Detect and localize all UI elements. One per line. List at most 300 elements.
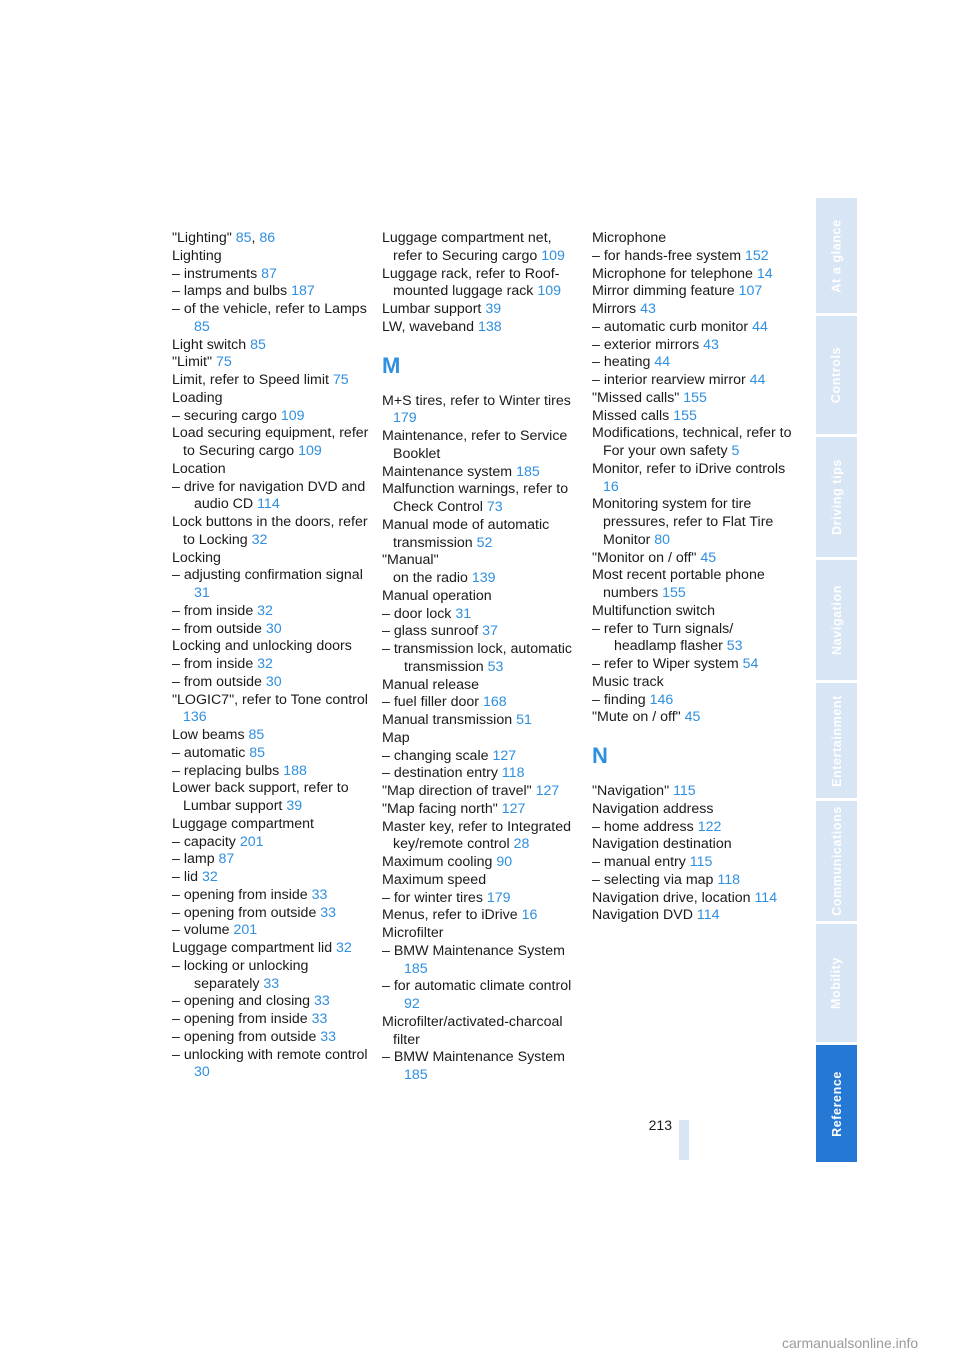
index-entry (382, 819, 582, 855)
page-reference-link[interactable]: 136 (183, 709, 207, 726)
index-entry (382, 677, 582, 695)
index-entry-text: Multifunction switch (592, 602, 716, 619)
index-entry (172, 603, 372, 621)
index-entry-text: – for automatic climate control (382, 978, 572, 995)
index-entry-text: "Map facing north" (382, 800, 502, 817)
index-entry-text: Lower back support, refer to Lumbar support (172, 780, 349, 814)
index-entry-text: Map (382, 729, 410, 746)
index-entry (592, 266, 792, 284)
index-entry-text: – changing scale (382, 747, 493, 764)
page-reference-link[interactable]: 155 (662, 585, 686, 601)
section-tab-mobility[interactable] (816, 924, 857, 1042)
page-reference-link[interactable]: 45 (700, 549, 717, 566)
index-entry (172, 905, 372, 923)
index-entry (592, 461, 792, 497)
page-reference-link[interactable]: 109 (280, 407, 305, 424)
page-reference-link[interactable]: 127 (501, 800, 526, 817)
index-entry (592, 854, 792, 872)
index-entry (172, 816, 372, 834)
index-entry (382, 230, 582, 266)
page-reference-link[interactable]: 32 (251, 531, 268, 548)
page-reference-link[interactable]: 114 (754, 889, 778, 906)
page-reference-link[interactable]: 185 (404, 1067, 428, 1083)
index-entry-text: Locking (172, 549, 221, 566)
index-entry-text: Missed calls (592, 407, 674, 424)
index-entry-text: on the radio (393, 570, 472, 586)
index-entry (382, 301, 582, 319)
section-tab-controls[interactable] (816, 316, 857, 434)
index-entry-text: Luggage compartment (172, 815, 314, 832)
page-reference-link[interactable]: 179 (486, 889, 511, 906)
index-entry-text: Maintenance system (382, 463, 517, 480)
index-entry (382, 694, 582, 712)
index-entry-text: – from inside (172, 656, 258, 672)
index-entry (172, 372, 372, 390)
index-entry (382, 570, 582, 588)
index-entry (172, 674, 372, 692)
page-reference-link[interactable]: 30 (265, 673, 282, 690)
index-entry (592, 408, 792, 426)
index-entry-text: – capacity (172, 833, 240, 850)
page-reference-link[interactable]: 32 (257, 656, 273, 672)
index-entry-text: M+S tires, refer to Winter tires (382, 392, 571, 409)
index-entry-text: – BMW Maintenance System (382, 942, 565, 959)
index-entry-text: "LOGIC7", refer to Tone control (172, 691, 368, 708)
page-reference-link[interactable]: 155 (683, 389, 707, 406)
index-entry-text: "Map direction of travel" (382, 783, 536, 799)
index-entry (382, 623, 582, 641)
index-entry (592, 248, 792, 266)
index-entry-text: LW, waveband (382, 318, 478, 335)
index-entry (382, 606, 582, 624)
section-tab-reference[interactable] (816, 1045, 857, 1162)
index-entry (172, 763, 372, 781)
page-reference-link[interactable]: 118 (501, 765, 525, 782)
index-entry (172, 567, 372, 603)
page-reference-link[interactable]: 185 (404, 960, 428, 977)
index-entry-text: – opening and closing (172, 993, 314, 1010)
index-entry (592, 783, 792, 801)
index-entry (172, 692, 372, 728)
index-entry (172, 266, 372, 284)
index-entry (382, 464, 582, 482)
index-entry-text: Luggage rack, refer to Roof-mounted luggage rack (382, 265, 560, 300)
index-entry-text: Loading (172, 389, 223, 406)
index-entry (172, 514, 372, 550)
page-reference-link[interactable]: 127 (492, 747, 517, 764)
index-entry-text: – for hands-free system (592, 247, 745, 264)
index-entry-text: – locking or unlocking separately (172, 957, 309, 992)
page-reference-link[interactable]: 87 (261, 265, 277, 282)
index-entry (382, 765, 582, 783)
index-entry (172, 1047, 372, 1083)
index-entry-text: Microphone (592, 230, 667, 246)
index-entry-text: – of the vehicle, refer to Lamps (172, 301, 367, 317)
index-entry-text: Manual transmission (382, 712, 517, 728)
index-column-1 (172, 230, 372, 1082)
index-entry (172, 1029, 372, 1047)
index-entry (592, 372, 792, 390)
index-entry (382, 481, 582, 517)
index-entry-text: Maintenance, refer to Service Booklet (382, 428, 568, 462)
index-entry (382, 890, 582, 908)
index-entry (592, 337, 792, 355)
page-reference-link[interactable]: 16 (603, 478, 619, 495)
index-entry (172, 887, 372, 905)
page-reference-link[interactable]: 86 (259, 230, 276, 246)
index-entry-text: Load securing equipment, refer to Securing cargo (172, 425, 369, 459)
index-entry (592, 354, 792, 372)
index-entry (382, 854, 582, 872)
page-reference-link[interactable]: 30 (265, 620, 282, 637)
index-entry (382, 319, 582, 337)
index-entry-text: Mirrors (592, 301, 641, 317)
index-entry (592, 872, 792, 890)
page-reference-link[interactable]: 85 (249, 744, 266, 761)
index-entry (172, 408, 372, 426)
page-reference-link[interactable]: 39 (485, 301, 502, 317)
page-reference-link[interactable]: 14 (756, 265, 773, 282)
index-entry (592, 550, 792, 568)
index-column-2 (382, 230, 582, 1085)
page-reference-link[interactable]: 43 (703, 336, 719, 353)
page-reference-link[interactable]: 33 (263, 975, 280, 992)
index-entry-text: Navigation address (592, 800, 714, 817)
page-reference-link[interactable]: 92 (404, 996, 420, 1012)
index-entry (592, 283, 792, 301)
index-entry (382, 783, 582, 801)
index-entry-text: Music track (592, 673, 664, 690)
page-reference-link[interactable]: 85 (235, 230, 252, 246)
index-entry-text: "Navigation" (592, 783, 674, 799)
page-reference-link[interactable]: 53 (726, 638, 743, 655)
index-entry-text: – exterior mirrors (592, 336, 704, 353)
index-entry-text: Manual operation (382, 587, 492, 604)
index-entry-text: Luggage compartment net, refer to Securing cargo (382, 230, 552, 264)
index-entry-text: – glass sunroof (382, 623, 483, 640)
index-entry-text: "Mute on / off" (592, 709, 685, 726)
index-entry (382, 393, 582, 429)
page-reference-link[interactable]: 45 (684, 709, 701, 726)
index-entry (382, 1014, 582, 1050)
index-entry-text: Luggage compartment lid (172, 940, 337, 956)
page-reference-link[interactable]: 87 (218, 851, 235, 868)
index-entry (382, 588, 582, 606)
index-entry-text: – opening from inside (172, 1011, 312, 1027)
page-reference-link[interactable]: 115 (689, 854, 713, 870)
page-reference-link[interactable]: 44 (752, 318, 768, 335)
page-reference-link[interactable]: 109 (537, 283, 562, 300)
index-entry (382, 428, 582, 464)
index-entry-text: "Manual" (382, 552, 439, 569)
index-entry-text: – destination entry (382, 765, 502, 782)
index-entry (382, 641, 582, 677)
index-entry-text: – refer to Wiper system (592, 656, 743, 672)
index-entry (592, 567, 792, 603)
page-reference-link[interactable]: 54 (742, 656, 759, 672)
index-entry (382, 730, 582, 748)
page-reference-link[interactable]: 138 (477, 318, 502, 335)
page-reference-link[interactable]: 109 (541, 247, 565, 264)
index-entry-text: – volume (172, 922, 234, 939)
page-reference-link[interactable]: 33 (311, 886, 328, 903)
index-entry-text: Light switch (172, 336, 251, 353)
index-entry (592, 621, 792, 657)
index-entry (172, 834, 372, 852)
index-entry: "Lighting" 85, 86 (172, 230, 276, 246)
page-reference-link[interactable]: 114 (696, 907, 720, 924)
index-entry (172, 638, 372, 656)
index-entry-text: – automatic (172, 744, 250, 761)
index-entry-text: – selecting via map (592, 871, 718, 888)
index-entry (172, 248, 372, 266)
page-reference-link[interactable]: 33 (314, 993, 330, 1010)
page-reference-link[interactable]: 80 (654, 531, 671, 548)
page-reference-link[interactable]: 75 (332, 372, 349, 388)
page-reference-link[interactable]: 115 (673, 783, 696, 799)
index-entry (172, 780, 372, 816)
page-reference-link[interactable]: 90 (496, 854, 513, 870)
index-entry (592, 603, 792, 621)
index-entry-text: "Missed calls" (592, 389, 684, 406)
index-entry-text: – finding (592, 691, 650, 708)
watermark: carmanualsonline.info (782, 1335, 919, 1351)
index-entry-text: Most recent portable phone numbers (592, 567, 765, 601)
page-reference-link[interactable]: 179 (393, 410, 417, 427)
page-reference-link[interactable]: 122 (697, 818, 722, 835)
index-entry-text: – heating (592, 354, 655, 371)
index-entry-text: – transmission lock, automatic transmission (382, 641, 573, 675)
index-entry (172, 656, 372, 674)
page-reference-link[interactable]: 44 (654, 354, 671, 371)
section-tabs (816, 198, 857, 1165)
index-entry (172, 550, 372, 568)
index-entry (172, 461, 372, 479)
page-reference-link[interactable]: 37 (482, 623, 498, 640)
index-entry-text: "Lighting" (172, 230, 236, 246)
index-entry-text: – from outside (172, 673, 266, 690)
index-entry (382, 925, 582, 943)
index-entry (382, 801, 582, 819)
index-entry (592, 907, 792, 925)
index-entry (172, 390, 372, 408)
index-entry (172, 993, 372, 1011)
page-reference-link[interactable]: 85 (194, 318, 210, 335)
page-reference-link[interactable]: 187 (291, 283, 315, 300)
page-reference-link[interactable]: 114 (257, 496, 280, 513)
index-entry (172, 354, 372, 372)
section-tab-communications[interactable] (816, 801, 857, 921)
index-entry-text: – adjusting confirmation signal (172, 567, 363, 584)
section-tab-label: Mobility (829, 956, 844, 1010)
page-reference-link[interactable]: 5 (731, 443, 740, 459)
section-letter: N (592, 743, 608, 768)
index-entry-text: "Limit" (172, 354, 216, 371)
index-entry (592, 819, 792, 837)
index-entry (382, 943, 582, 979)
page-reference-link[interactable]: 118 (717, 871, 741, 888)
index-entry-text: Master key, refer to Integrated key/remote control (382, 818, 571, 853)
index-entry-text: – securing cargo (172, 407, 281, 424)
index-entry-text: Navigation DVD (592, 907, 697, 924)
index-entry (382, 907, 582, 925)
index-entry-text: – opening from inside (172, 886, 312, 903)
index-entry-text: – door lock (382, 605, 456, 622)
index-entry (172, 621, 372, 639)
index-entry-text: Lumbar support (382, 301, 486, 317)
index-entry-text: Low beams (172, 727, 249, 743)
index-entry-text: – drive for navigation DVD and audio CD (172, 478, 366, 513)
page-reference-link[interactable]: 31 (194, 585, 210, 601)
index-entry-text: Location (172, 460, 226, 477)
page-reference-link[interactable]: 33 (320, 904, 337, 921)
index-entry (382, 266, 582, 302)
page-reference-link[interactable]: 75 (215, 354, 232, 371)
index-entry-text: Manual release (382, 676, 480, 693)
index-entry-text: – lamp (172, 851, 219, 868)
page-reference-link[interactable]: 51 (516, 712, 532, 728)
index-entry (382, 872, 582, 890)
page-reference-link[interactable]: 44 (749, 372, 766, 388)
section-tab-navigation[interactable] (816, 560, 857, 680)
index-entry (592, 425, 792, 461)
index-entry (172, 851, 372, 869)
section-tab-at-a-glance[interactable] (816, 198, 857, 313)
index-entry-text: Modifications, technical, refer to For your own safety (592, 425, 792, 459)
page-reference-link[interactable]: 188 (283, 762, 307, 779)
index-entry (172, 337, 372, 355)
index-entry (592, 801, 792, 819)
page-reference-link[interactable]: 155 (673, 407, 697, 424)
page-reference-link[interactable]: 32 (336, 940, 352, 956)
index-entry (592, 656, 792, 674)
page-reference-link[interactable]: 16 (521, 907, 538, 924)
page-reference-link[interactable]: 52 (476, 534, 493, 551)
section-tab-label: Entertainment (829, 694, 844, 787)
page-reference-link[interactable]: 30 (194, 1064, 210, 1081)
index-entry-text: Monitoring system for tire pressures, refer to Flat Tire Monitor (592, 496, 774, 548)
index-entry (172, 1011, 372, 1029)
page-reference-link[interactable]: 33 (320, 1028, 337, 1045)
section-tab-label: Communications (829, 806, 844, 916)
index-entry-text: Manual mode of automatic transmission (382, 516, 550, 551)
index-entry (382, 517, 582, 553)
page-reference-link[interactable]: 152 (744, 247, 769, 264)
index-entry (382, 978, 582, 1014)
page-reference-link[interactable]: 85 (250, 336, 266, 353)
index-entry-text: Maximum speed (382, 871, 487, 888)
index-entry (592, 496, 792, 549)
index-entry-text: – lamps and bulbs (172, 283, 292, 300)
section-tab-label: Navigation (829, 585, 844, 655)
index-entry-text: Microfilter (382, 925, 444, 941)
index-entry (172, 727, 372, 745)
index-entry (172, 745, 372, 763)
index-entry (592, 674, 792, 692)
index-entry-text: – BMW Maintenance System (382, 1049, 565, 1066)
page-reference-link[interactable]: 127 (535, 783, 560, 799)
index-entry-text: – from inside (172, 602, 258, 619)
page-number-bar (679, 1120, 689, 1160)
page-reference-link[interactable]: 53 (487, 658, 504, 675)
index-entry (592, 692, 792, 710)
page-number: 213 (648, 1117, 672, 1133)
page-reference-link[interactable]: 107 (738, 283, 763, 300)
index-entry-text: – home address (592, 818, 698, 835)
page-reference-link[interactable]: 185 (516, 463, 540, 480)
index-entry-text: Microfilter/activated-charcoal filter (382, 1013, 563, 1048)
page-reference-link[interactable]: 168 (482, 694, 507, 711)
index-entry-text: Mirror dimming feature (592, 283, 739, 300)
index-entry (592, 709, 792, 727)
page-reference-link[interactable]: 201 (233, 922, 258, 939)
page-reference-link[interactable]: 28 (513, 836, 530, 853)
section-tab-entertainment[interactable] (816, 683, 857, 798)
index-entry-text: – lid (172, 869, 202, 885)
index-entry (172, 283, 372, 301)
index-entry-text: Navigation destination (592, 836, 732, 853)
index-entry-text: Limit, refer to Speed limit (172, 372, 333, 388)
index-entry (172, 940, 372, 958)
index-entry-text: Monitor, refer to iDrive controls (592, 460, 786, 477)
index-entry-text: – opening from outside (172, 1028, 321, 1045)
index-entry-text: – interior rearview mirror (592, 372, 750, 388)
page-reference-link[interactable]: 109 (298, 443, 322, 459)
page-reference-link[interactable]: 39 (286, 798, 303, 814)
index-entry-text: – from outside (172, 620, 266, 637)
section-tab-driving-tips[interactable] (816, 437, 857, 557)
index-entry-text: – manual entry (592, 854, 690, 870)
index-entry (382, 748, 582, 766)
index-entry (592, 390, 792, 408)
page-reference-link[interactable]: 201 (239, 833, 264, 850)
index-entry (172, 869, 372, 887)
index-column-3 (592, 230, 792, 925)
page-reference-link[interactable]: 73 (486, 499, 503, 515)
index-entry-text: – replacing bulbs (172, 762, 284, 779)
index-entry (172, 958, 372, 994)
page-reference-link[interactable]: 85 (248, 727, 265, 743)
page-reference-link[interactable]: 32 (201, 869, 218, 885)
page-reference-link[interactable]: 139 (471, 570, 496, 586)
index-entry-text: Lock buttons in the doors, refer to Locking (172, 514, 368, 548)
index-entry-text: Locking and unlocking doors (172, 638, 352, 655)
index-entry-text: Microphone for telephone (592, 265, 757, 282)
page-reference-link[interactable]: 43 (640, 301, 656, 317)
index-entry-text: Maximum cooling (382, 854, 497, 870)
index-entry-text: – fuel filler door (382, 694, 483, 711)
section-tab-label: Controls (829, 346, 844, 404)
index-entry-text: – for winter tires (382, 889, 487, 906)
index-entry (172, 425, 372, 461)
page-reference-link[interactable]: 146 (649, 691, 674, 708)
page-reference-link[interactable]: 33 (311, 1011, 328, 1027)
section-tab-label: Reference (829, 1070, 844, 1137)
section-tab-label: At a glance (829, 218, 844, 293)
page-reference-link[interactable]: 31 (455, 605, 472, 622)
index-entry-text: "Monitor on / off" (592, 549, 701, 566)
index-entry-text: – unlocking with remote control (172, 1046, 368, 1063)
index-entry (592, 301, 792, 319)
section-tab-label: Driving tips (829, 459, 844, 535)
page-reference-link[interactable]: 32 (257, 602, 273, 619)
index-entry-text: Navigation drive, location (592, 889, 755, 906)
index-entry-text: Malfunction warnings, refer to Check Control (382, 481, 569, 515)
index-entry (172, 922, 372, 940)
index-entry-text: Menus, refer to iDrive (382, 907, 522, 924)
index-entry (592, 836, 792, 854)
index-entry-text: – instruments (172, 265, 262, 282)
